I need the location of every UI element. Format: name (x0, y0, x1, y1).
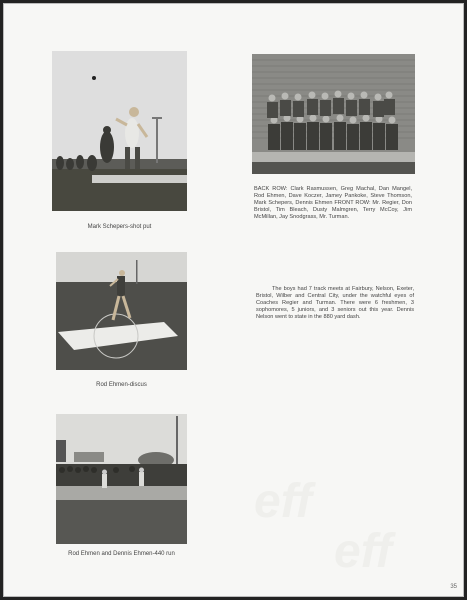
yearbook-page (3, 3, 464, 597)
faded-watermark: eff (254, 475, 312, 528)
season-summary-text: The boys had 7 track meets at Fairbury, Nelson, Exeter, Bristol, Wilber and Central City, under the watchful eyes of Coaches Regier and Turman. There were 6 freshmen, 3 sophomores, 5 juniors, and 3 seniors out this year. Dennis Nelson went to state in the 880 yard dash. (256, 286, 414, 321)
team-photo (252, 54, 415, 174)
team-roster-caption: BACK ROW: Clark Rasmussen, Greg Machal, Dan Mangel, Rod Ehmen, Dave Koczer, Jamey Pankoke, Steve Thomson, Mark Schepers, Dennis Ehmen FRONT ROW: Mr. Regier, Don Bristol, Tim Bleach, Dusty Malmgren, Terry McCoy, Jim McMillan, Jay Snodgrass, Mr. Turman. (254, 186, 412, 221)
discus-photo (56, 252, 187, 370)
440-run-photo (56, 414, 187, 544)
shot-put-caption: Mark Schepers-shot put (87, 224, 152, 230)
faded-watermark: eff (334, 525, 392, 578)
discus-caption: Rod Ehmen-discus (96, 382, 147, 388)
shot-put-photo (52, 51, 187, 211)
page-number: 35 (450, 584, 457, 590)
440-run-caption: Rod Ehmen and Dennis Ehmen-440 run (68, 551, 175, 557)
